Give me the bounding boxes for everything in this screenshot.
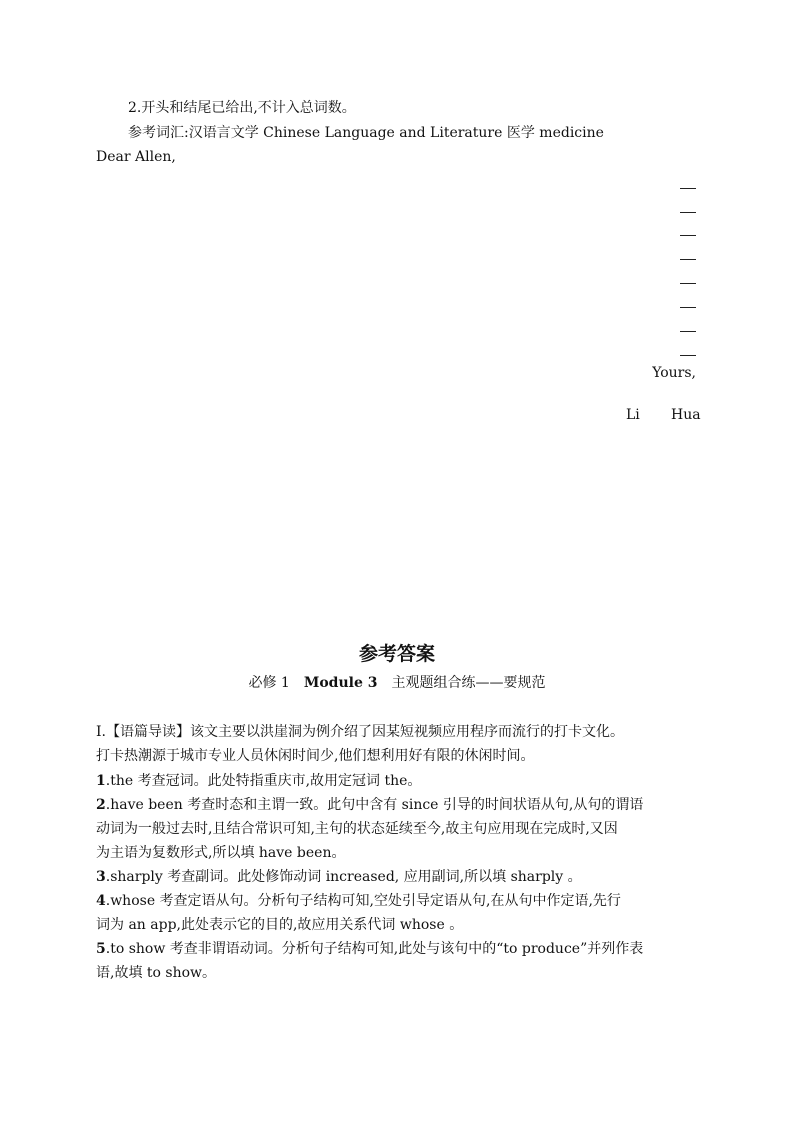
signature-first: Li (626, 407, 640, 423)
answer-item-4-cont: 词为 an app,此处表示它的目的,故应用关系代词 whose 。 (96, 917, 464, 933)
section-heading: 必修 1 Module 3 主观题组合练——要规范 (248, 675, 546, 691)
answer-item-5: 5.to show 考查非谓语动词。分析句子结构可知,此处与该句中的“to produce”并列作表 (96, 941, 644, 957)
answer-line (680, 212, 696, 213)
reading-guide-line-1: Ⅰ.【语篇导读】该文主要以洪崖洞为例介绍了因某短视频应用程序而流行的打卡文化。 (96, 724, 624, 740)
answer-item-2-cont: 为主语为复数形式,所以填 have been。 (96, 845, 346, 861)
answer-line (680, 235, 696, 236)
answer-line (680, 259, 696, 260)
answer-line (680, 307, 696, 308)
answer-line (680, 283, 696, 284)
page-title: 参考答案 (358, 643, 435, 665)
vocabulary-hint: 参考词汇:汉语言文学 Chinese Language and Literature 医学 medicine (128, 125, 604, 141)
answer-line (680, 188, 696, 189)
answer-item-2-cont: 动词为一般过去时,且结合常识可知,主句的状态延续至今,故主句应用现在完成时,又因 (96, 821, 618, 837)
answer-line (680, 355, 696, 356)
answer-item-1: 1.the 考查冠词。此处特指重庆市,故用定冠词 the。 (96, 773, 422, 789)
answer-item-2: 2.have been 考查时态和主谓一致。此句中含有 since 引导的时间状语从句,从句的谓语 (96, 797, 644, 813)
letter-closing: Yours, (652, 365, 696, 381)
signature-last: Hua (671, 407, 701, 423)
answer-item-5-cont: 语,故填 to show。 (96, 965, 217, 981)
answer-item-3: 3.sharply 考查副词。此处修饰动词 increased, 应用副词,所以填 sharply 。 (96, 869, 582, 885)
reading-guide-line-2: 打卡热潮源于城市专业人员休闲时间少,他们想利用好有限的休闲时间。 (96, 748, 535, 764)
letter-greeting: Dear Allen, (96, 149, 176, 165)
instruction-item-2: 2.开头和结尾已给出,不计入总词数。 (128, 100, 356, 116)
answer-item-4: 4.whose 考查定语从句。分析句子结构可知,空处引导定语从句,在从句中作定语,先行 (96, 893, 621, 909)
answer-line (680, 331, 696, 332)
